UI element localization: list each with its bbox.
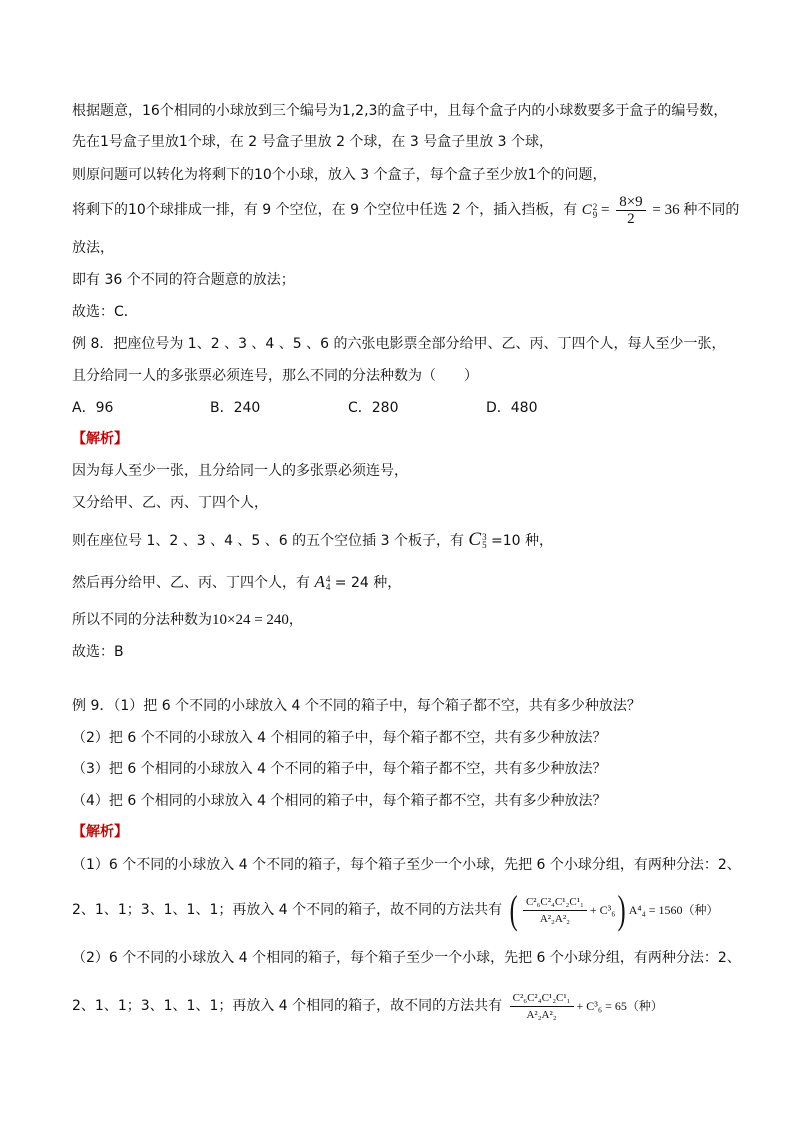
text-line-with-formula: 则在座位号 1、2 、3 、4 、5 、6 的五个空位插 3 个板子，有 C 3 5 =10 种， — [72, 529, 554, 550]
formula-combination: C 3 5 — [468, 529, 487, 550]
analysis-heading: 【解析】 — [72, 824, 128, 840]
text-line: 因为每人至少一张，且分给同一人的多张票必须连号， — [72, 463, 408, 479]
text-line-with-formula: 所以不同的分法种数为10×24 = 240， — [72, 612, 303, 628]
example-9-question: （3）把 6 个相同的小球放入 4 个不同的箱子中，每个箱子都不空，共有多少种放法？ — [72, 761, 607, 777]
formula-combination: C 2 9 = $\frac{8\times 9}{2}$ = 36 — [581, 194, 680, 228]
text-line: 故选：C． — [72, 304, 138, 320]
text-line: （2）6 个不同的小球放入 4 个相同的箱子，每个箱子至少一个小球，先把 6 个小球分组，有两种分法：2、 — [72, 950, 741, 966]
text-line: 即有 36 个不同的符合题意的放法； — [72, 272, 295, 288]
text-line: 又分给甲、乙、丙、丁四个人， — [72, 495, 268, 511]
option-b: B．240 — [210, 400, 261, 416]
text-line: 先在1号盒子里放1个球，在 2 号盒子里放 2 个球，在 3 号盒子里放 3 个球， — [72, 134, 554, 150]
formula-result: + C³₆ = 65（种） — [576, 999, 663, 1013]
text: 将剩下的10个球排成一排，有 9 个空位，在 9 个空位中任选 2 个，插入挡板，有 — [72, 202, 578, 218]
text: 种不同的 — [683, 202, 740, 218]
text-line-with-formula: 然后再分给甲、乙、丙、丁四个人，有 A 4 4 = 24 种， — [72, 572, 402, 593]
example-9-question: （4）把 6 个相同的小球放入 4 个相同的箱子中，每个箱子都不空，共有多少种放法？ — [72, 793, 607, 809]
formula-result: A⁴₄ = 1560（种） — [628, 903, 719, 917]
example-8-options — [72, 398, 712, 418]
text-line-with-formula: 2、1、1；3、1、1、1；再放入 4 个不同的箱子，故不同的方法共有 ( $\frac{\text{C²₆C²₄C¹₂C¹₁}}{\text{A²₂A²₂}}$ + C³₆) A⁴₄ = 1560（种） — [72, 887, 719, 932]
text-line-with-formula: 2、1、1；3、1、1、1；再放入 4 个相同的箱子，故不同的方法共有 $\frac{\text{C²₆C²₄C¹₂C¹₁}}{\text{A²₂A²₂}}$ + C³₆ = 65（种） — [72, 991, 663, 1021]
fraction: $\frac{\text{C²₆C²₄C¹₂C¹₁}}{\text{A²₂A²₂}}$ — [510, 990, 574, 1023]
formula-permutation: A 4 4 — [314, 572, 331, 593]
analysis-heading: 【解析】 — [72, 431, 128, 447]
text-line: 根据题意，16个相同的小球放到三个编号为1,2,3的盒子中，且每个盒子内的小球数要多于盒子的编号数， — [72, 103, 728, 119]
text-line: 放法， — [72, 240, 114, 256]
text-line-with-formula — [72, 194, 739, 227]
fraction: $\frac{8\times 9}{2}$ — [616, 194, 645, 227]
text-line: （1）6 个不同的小球放入 4 个不同的箱子，每个箱子至少一个小球，先把 6 个小球分组，有两种分法：2、 — [72, 857, 741, 873]
option-c: C．280 — [348, 400, 399, 416]
option-a: A．96 — [72, 400, 114, 416]
text-line: 故选：B — [72, 644, 124, 660]
example-9-question: 例 9．（1）把 6 个不同的小球放入 4 个不同的箱子中，每个箱子都不空，共有多少种放法？ — [72, 698, 641, 714]
option-d: D．480 — [486, 400, 538, 416]
example-8-question: 例 8．把座位号为 1、2 、3 、4 、5 、6 的六张电影票全部分给甲、乙、丙、丁四个人，每人至少一张， — [72, 336, 726, 352]
example-9-question: （2）把 6 个不同的小球放入 4 个相同的箱子中，每个箱子都不空，共有多少种放法？ — [72, 730, 607, 746]
text-line: 则原问题可以转化为将剩下的10个小球，放入 3 个盒子，每个盒子至少放1个的问题， — [72, 167, 607, 183]
fraction: $\frac{\text{C²₆C²₄C¹₂C¹₁}}{\text{A²₂A²₂}}$ — [523, 894, 587, 927]
formula: 10×24 = 240 — [212, 612, 289, 628]
example-8-question: 且分给同一人的多张票必须连号，那么不同的分法种数为（ ） — [72, 368, 478, 384]
